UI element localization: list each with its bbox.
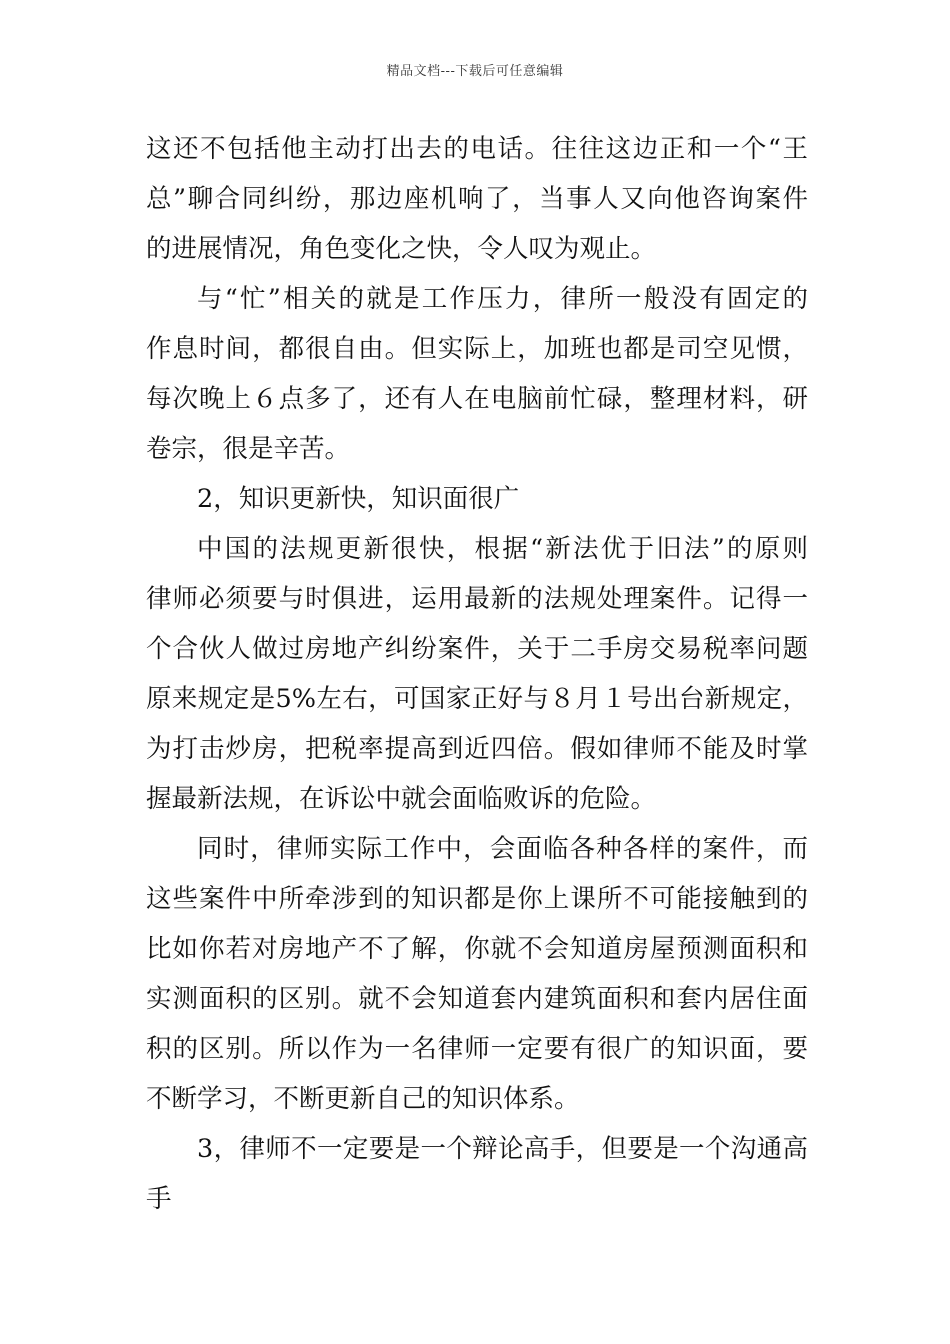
text-line: 同时，律师实际工作中，会面临各种各样的案件，而 (197, 834, 808, 864)
text-line: 个合伙人做过房地产纠纷案件，关于二手房交易税率问题 (146, 634, 808, 664)
text-line: 为打击炒房，把税率提高到近四倍。假如律师不能及时掌 (146, 734, 808, 764)
section-heading-2: 2，知识更新快，知识面很广 (197, 484, 520, 514)
page-header: 精品文档---下载后可任意编辑 (386, 64, 564, 79)
text-line: 原来规定是5%左右，可国家正好与８月１号出台新规定， (146, 684, 808, 714)
text-line: 作息时间，都很自由。但实际上，加班也都是司空见惯， (146, 334, 808, 364)
text-line: 握最新法规，在诉讼中就会面临败诉的危险。 (146, 784, 657, 814)
text-line: 实测面积的区别。就不会知道套内建筑面积和套内居住面 (146, 984, 808, 1014)
text-line: 总”聊合同纠纷，那边座机响了，当事人又向他咨询案件 (146, 184, 808, 214)
section-heading-3: 3，律师不一定要是一个辩论高手，但要是一个沟通高 (197, 1134, 808, 1164)
text-line: 中国的法规更新很快，根据“新法优于旧法”的原则 (197, 534, 808, 564)
text-line: 不断学习，不断更新自己的知识体系。 (146, 1084, 580, 1114)
text-line: 积的区别。所以作为一名律师一定要有很广的知识面，要 (146, 1034, 808, 1064)
text-line: 这些案件中所牵涉到的知识都是你上课所不可能接触到的 (146, 884, 808, 914)
text-line: 每次晚上６点多了，还有人在电脑前忙碌，整理材料，研 (146, 384, 808, 414)
document-body (146, 124, 808, 1224)
text-line: 与“忙”相关的就是工作压力，律所一般没有固定的 (197, 284, 808, 314)
text-line: 这还不包括他主动打出去的电话。往往这边正和一个“王 (146, 134, 808, 164)
text-line: 手 (146, 1184, 172, 1214)
text-line: 比如你若对房地产不了解，你就不会知道房屋预测面积和 (146, 934, 808, 964)
text-line: 卷宗，很是辛苦。 (146, 434, 351, 464)
text-line: 律师必须要与时俱进，运用最新的法规处理案件。记得一 (146, 584, 808, 614)
text-line: 的进展情况，角色变化之快，令人叹为观止。 (146, 234, 657, 264)
